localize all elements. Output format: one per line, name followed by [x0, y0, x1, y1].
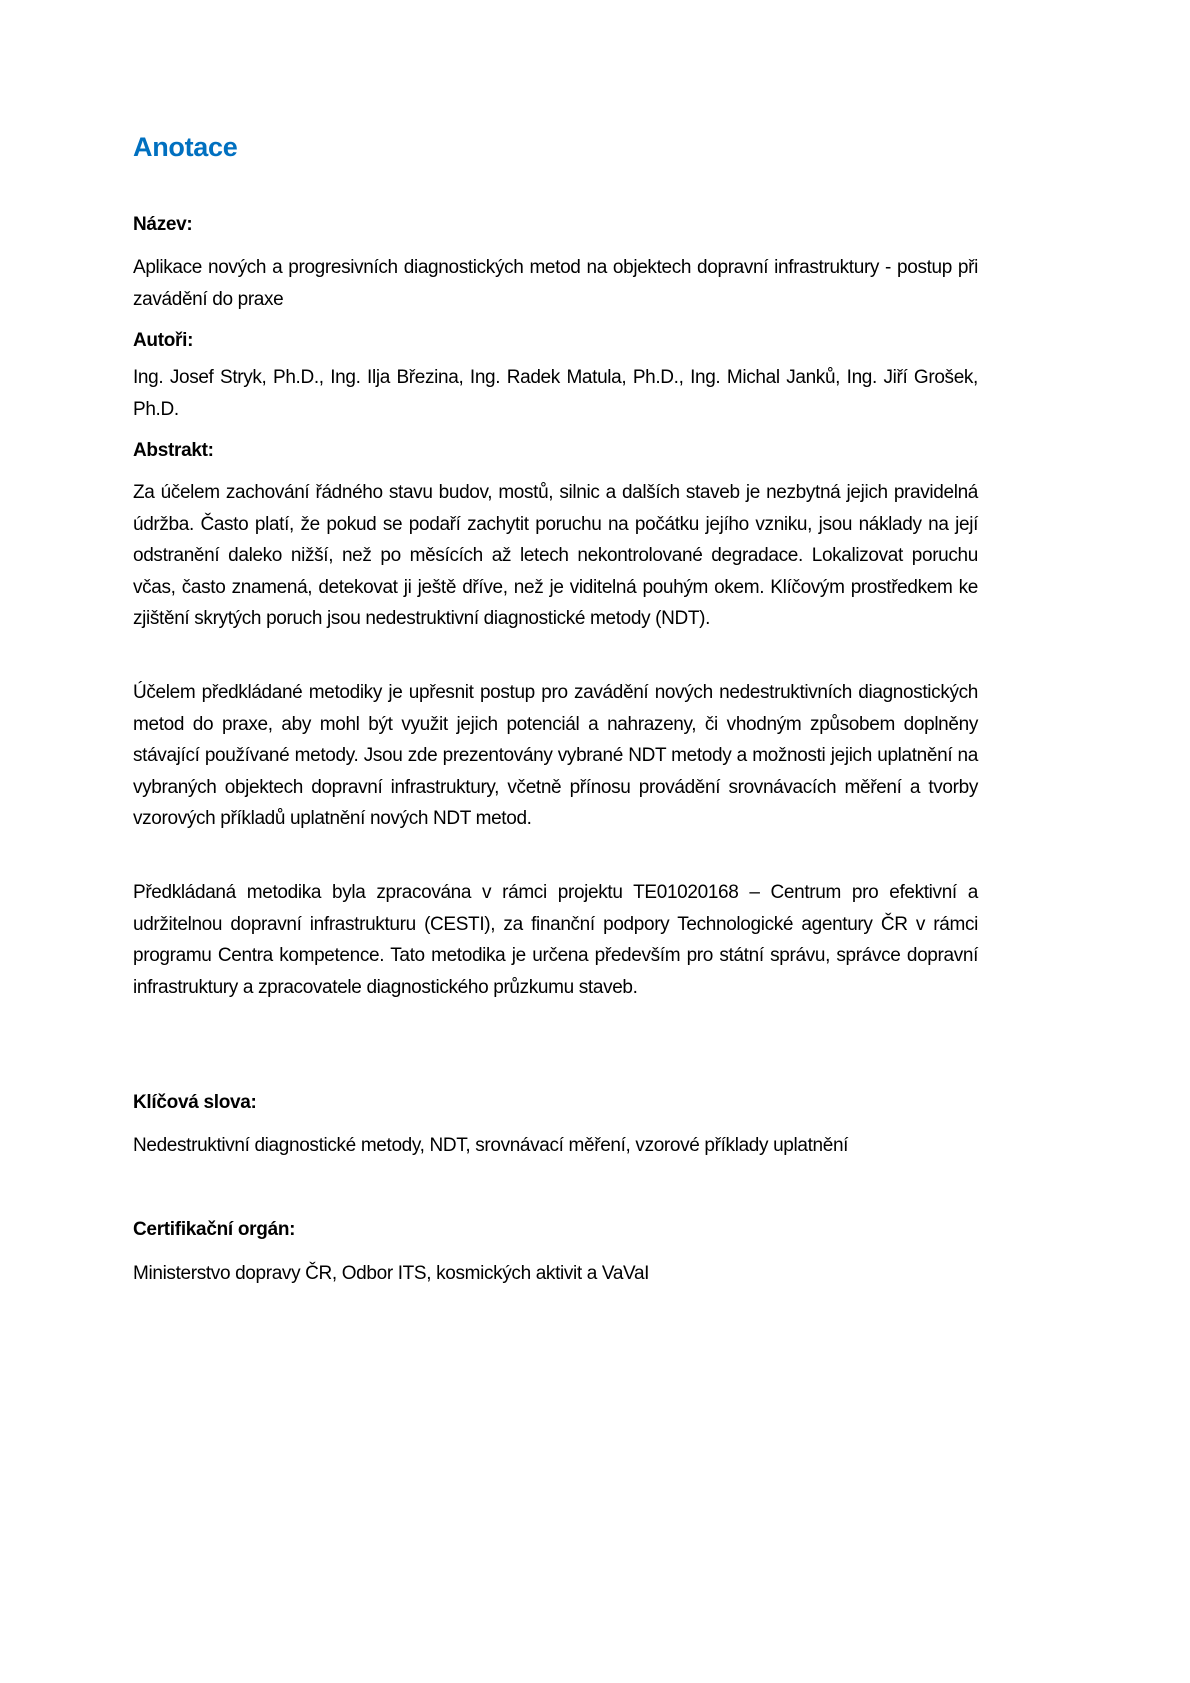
authors-label: Autoři:	[133, 330, 194, 351]
page-title: Anotace	[133, 132, 238, 162]
keywords-label: Klíčová slova:	[133, 1092, 257, 1113]
abstract-paragraph-1: Za účelem zachování řádného stavu budov, mostů, silnic a dalších staveb je nezbytná jejich pravidelná údržba. Často platí, že pokud se podaří zachytit poruchu na počátku jejího vzniku, jsou náklady na její odstranění daleko nižší, než po měsících až letech nekontrolované degradace. Lokalizovat poruchu včas, často znamená, detekovat ji ještě dříve, než je viditelná pouhým okem. Klíčovým prostředkem ke zjištění skrytých poruch jsou nedestruktivní diagnostické metody (NDT).	[133, 482, 978, 629]
certification-label: Certifikační orgán:	[133, 1219, 296, 1240]
abstract-paragraph-2: Účelem předkládané metodiky je upřesnit postup pro zavádění nových nedestruktivních diagnostických metod do praxe, aby mohl být využit jejich potenciál a nahrazeny, či vhodným způsobem doplněny stávající používané metody. Jsou zde prezentovány vybrané NDT metody a možnosti jejich uplatnění na vybraných objektech dopravní infrastruktury, včetně přínosu provádění srovnávacích měření a tvorby vzorových příkladů uplatnění nových NDT metod.	[133, 682, 978, 829]
title-text: Aplikace nových a progresivních diagnostických metod na objektech dopravní infrastruktury - postup při zavádění do praxe	[133, 257, 978, 310]
abstract-paragraph-3: Předkládaná metodika byla zpracována v rámci projektu TE01020168 – Centrum pro efektivní a udržitelnou dopravní infrastrukturu (CESTI), za finanční podpory Technologické agentury ČR v rámci programu Centra kompetence. Tato metodika je určena především pro státní správu, správce dopravní infrastruktury a zpracovatele diagnostického průzkumu staveb.	[133, 882, 978, 998]
certification-text: Ministerstvo dopravy ČR, Odbor ITS, kosmických aktivit a VaVaI	[133, 1263, 650, 1284]
authors-text: Ing. Josef Stryk, Ph.D., Ing. Ilja Březina, Ing. Radek Matula, Ph.D., Ing. Michal Janků, Ing. Jiří Grošek, Ph.D.	[133, 367, 978, 420]
abstract-label: Abstrakt:	[133, 440, 214, 461]
keywords-text: Nedestruktivní diagnostické metody, NDT, srovnávací měření, vzorové příklady uplatnění	[133, 1135, 849, 1156]
title-label: Název:	[133, 214, 193, 235]
